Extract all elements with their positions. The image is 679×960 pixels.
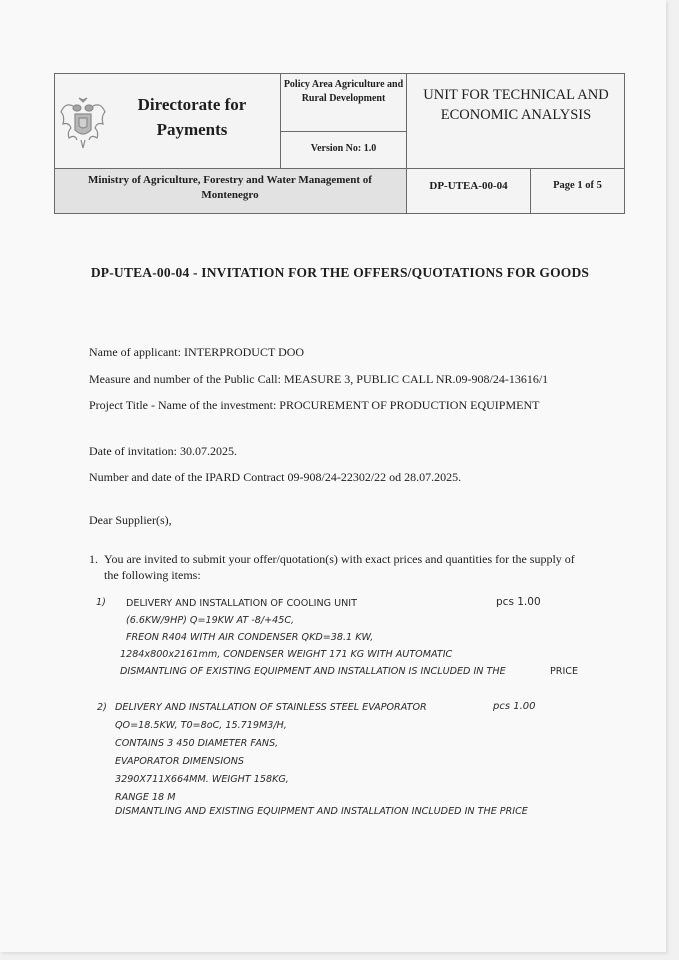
directorate-title: Directorate for Payments (137, 95, 247, 139)
item-2-line: 3290X711X664MM. WEIGHT 158KG, (115, 774, 289, 785)
item-2-line: RANGE 18 M (115, 792, 176, 803)
intro-number: 1. (89, 552, 98, 566)
doc-code: DP-UTEA-00-04 (429, 180, 508, 192)
page-number-cell (531, 169, 624, 213)
unit-title: UNIT FOR TECHNICAL AND ECONOMIC ANALYSIS (423, 87, 609, 123)
item-1-line: DISMANTLING OF EXISTING EQUIPMENT AND INSTALLATION IS INCLUDED IN THE (120, 666, 506, 677)
project-line: Project Title - Name of the investment: PROCUREMENT OF PRODUCTION EQUIPMENT (89, 398, 540, 412)
intro-line-1: You are invited to submit your offer/quotation(s) with exact prices and quantities for the supply of (104, 552, 575, 566)
item-1-line: FREON R404 WITH AIR CONDENSER QKD=38.1 KW, (126, 632, 374, 643)
applicant-line: Name of applicant: INTERPRODUCT DOO (89, 345, 305, 359)
version-text: Version No: 1.0 (310, 143, 377, 154)
item-2-line: DISMANTLING AND EXISTING EQUIPMENT AND INSTALLATION INCLUDED IN THE PRICE (115, 806, 528, 817)
measure-line: Measure and number of the Public Call: MEASURE 3, PUBLIC CALL NR.09-908/24-13616/1 (89, 372, 549, 386)
salutation: Dear Supplier(s), (89, 513, 172, 527)
unit-cell (407, 74, 624, 169)
item-2-line: DELIVERY AND INSTALLATION OF STAINLESS STEEL EVAPORATOR (115, 702, 427, 713)
item-2-line: QO=18.5KW, T0=8oC, 15.719M3/H, (115, 720, 287, 731)
item-2-quantity: pcs 1.00 (493, 701, 536, 712)
item-2-line: EVAPORATOR DIMENSIONS (115, 756, 244, 767)
item-1-number: 1) (96, 597, 106, 608)
doc-code-cell (407, 169, 531, 213)
ministry-cell (55, 169, 407, 213)
coat-of-arms-icon (59, 96, 107, 150)
directorate-cell (55, 74, 281, 169)
policy-area-text: Policy Area Agriculture and Rural Development (283, 79, 404, 104)
item-1-line: PRICE (550, 666, 579, 677)
policy-area-cell (281, 74, 407, 132)
item-1-line: (6.6KW/9HP) Q=19KW AT -8/+45C, (126, 615, 295, 626)
item-1-line: DELIVERY AND INSTALLATION OF COOLING UNIT (126, 598, 357, 609)
item-1-line: 1284x800x2161mm, CONDENSER WEIGHT 171 KG WITH AUTOMATIC (120, 649, 453, 660)
header-table (54, 73, 625, 214)
version-cell (281, 132, 407, 169)
intro-paragraph (89, 551, 599, 583)
item-2-line: CONTAINS 3 450 DIAMETER FANS, (115, 738, 279, 749)
ministry-text: Ministry of Agriculture, Forestry and Water Management of Montenegro (88, 174, 372, 201)
item-1-quantity: pcs 1.00 (496, 596, 541, 608)
item-2-number: 2) (97, 702, 107, 713)
invitation-date-line: Date of invitation: 30.07.2025. (89, 444, 237, 458)
intro-line-2: the following items: (104, 568, 201, 582)
page-number: Page 1 of 5 (553, 180, 602, 191)
ipard-contract-line: Number and date of the IPARD Contract 09-908/24-22302/22 od 28.07.2025. (89, 470, 462, 484)
document-title: DP-UTEA-00-04 - INVITATION FOR THE OFFERS/QUOTATIONS FOR GOODS (90, 265, 590, 280)
